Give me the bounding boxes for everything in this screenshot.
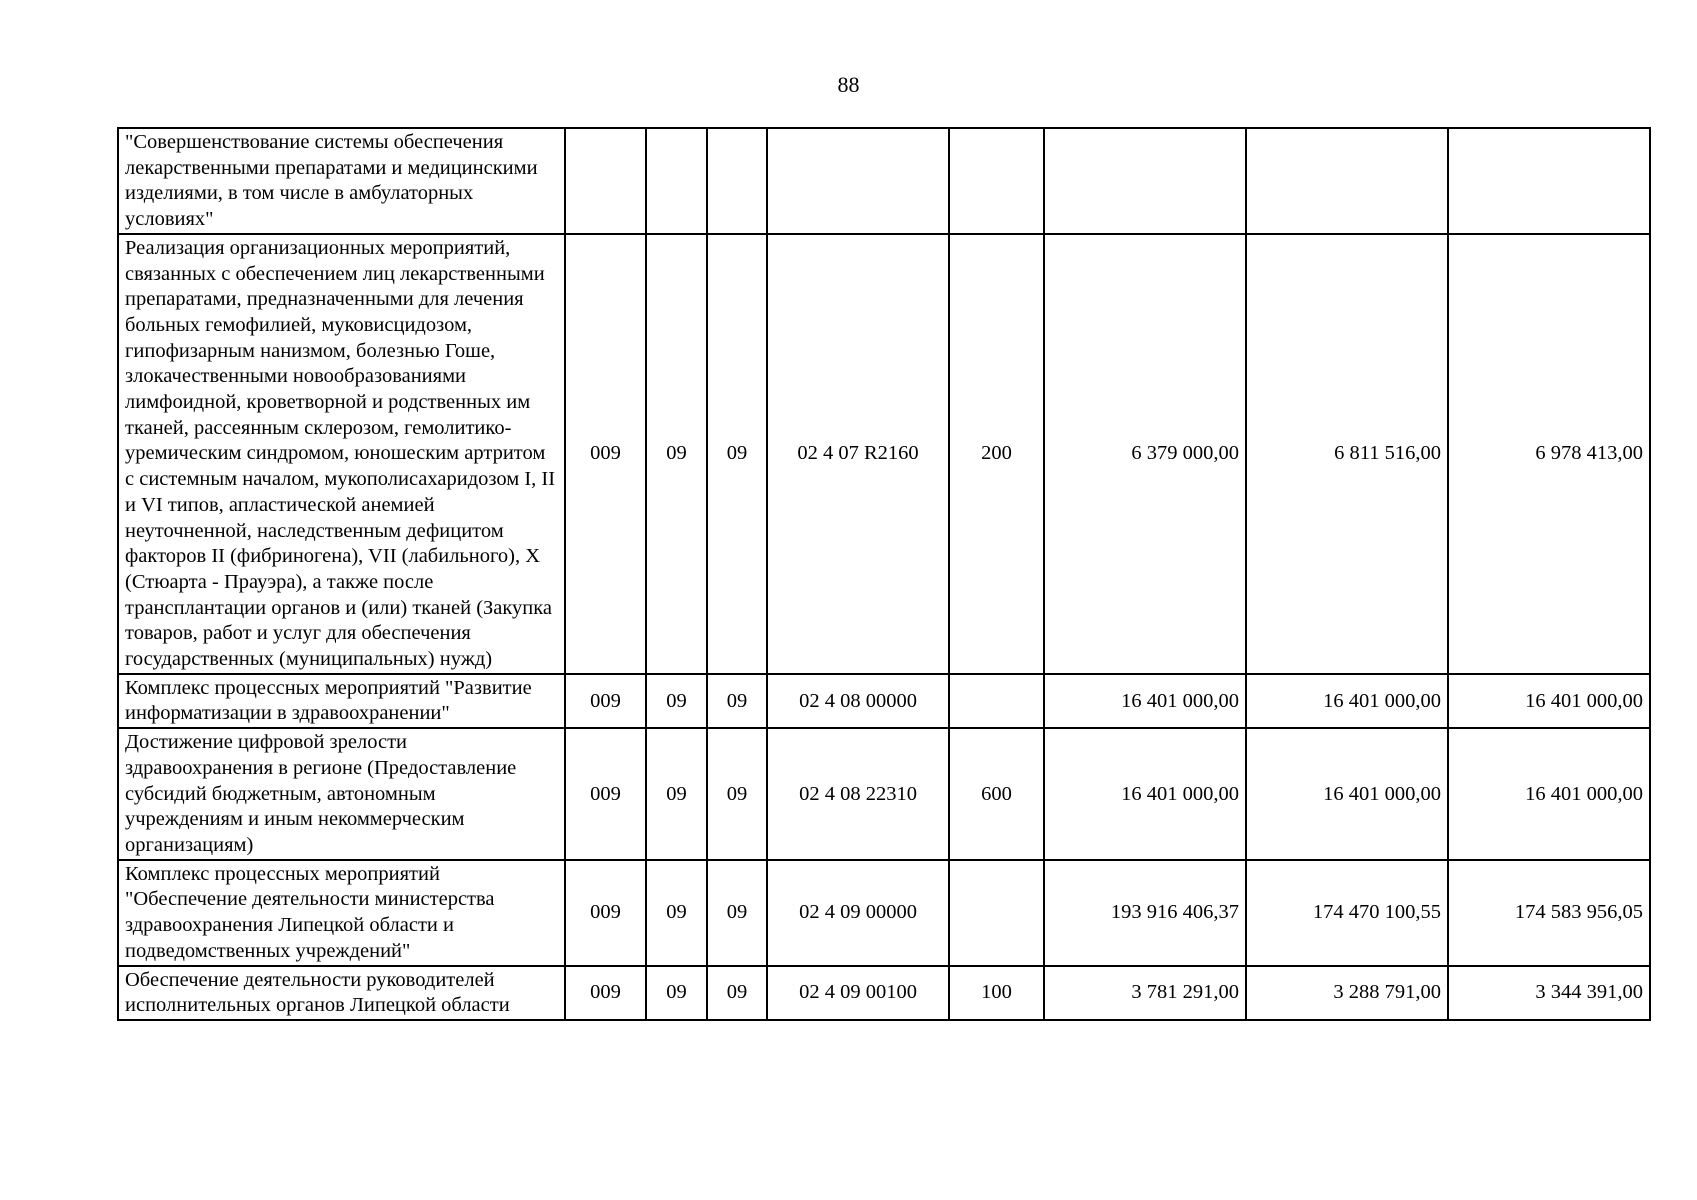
section-code: 09 (646, 674, 707, 728)
amount-year-1: 193 916 406,37 (1044, 860, 1246, 966)
amount-year-3: 16 401 000,00 (1448, 674, 1650, 728)
budget-table (117, 127, 1651, 1021)
amount-year-3 (1448, 128, 1650, 234)
amount-year-2: 16 401 000,00 (1246, 674, 1448, 728)
amount-year-1 (1044, 128, 1246, 234)
table-row (118, 234, 1650, 674)
amount-year-1: 16 401 000,00 (1044, 674, 1246, 728)
table-row (118, 860, 1650, 966)
amount-year-2: 174 470 100,55 (1246, 860, 1448, 966)
subsection-code: 09 (707, 966, 767, 1020)
amount-year-3: 6 978 413,00 (1448, 234, 1650, 674)
section-code: 09 (646, 234, 707, 674)
section-code (646, 128, 707, 234)
expense-type (949, 128, 1044, 234)
row-name: Реализация организационных мероприятий, связанных с обеспечением лиц лекарственными препаратами, предназначенными для лечения больных гемофилией, муковисцидозом, гипофизарным нанизмом, болезнью Гоше, злокачественными новообразованиями лимфоидной, кроветворной и родственных им тканей, рассеянным склерозом, гемолитико-уремическим синдромом, юношеским артритом с системным началом, мукополисахаридозом I, II и VI типов, апластической анемией неуточненной, наследственным дефицитом факторов II (фибриногена), VII (лабильного), X (Стюарта - Прауэра), а также после трансплантации органов и (или) тканей (Закупка товаров, работ и услуг для обеспечения государственных (муниципальных) нужд) (118, 234, 565, 674)
ministry-code: 009 (565, 674, 646, 728)
amount-year-2: 16 401 000,00 (1246, 728, 1448, 860)
subsection-code: 09 (707, 860, 767, 966)
row-name: Достижение цифровой зрелости здравоохранения в регионе (Предоставление субсидий бюджетным, автономным учреждениям и иным некоммерческим организациям) (118, 728, 565, 860)
ministry-code: 009 (565, 728, 646, 860)
target-article: 02 4 08 22310 (767, 728, 949, 860)
row-name: Обеспечение деятельности руководителей исполнительных органов Липецкой области (118, 966, 565, 1020)
page-number: 88 (837, 72, 860, 97)
amount-year-3: 16 401 000,00 (1448, 728, 1650, 860)
amount-year-1: 3 781 291,00 (1044, 966, 1246, 1020)
subsection-code: 09 (707, 234, 767, 674)
table-row (118, 966, 1650, 1020)
expense-type (949, 860, 1044, 966)
subsection-code: 09 (707, 728, 767, 860)
table-row (118, 728, 1650, 860)
section-code: 09 (646, 966, 707, 1020)
target-article: 02 4 07 R2160 (767, 234, 949, 674)
amount-year-2 (1246, 128, 1448, 234)
target-article: 02 4 08 00000 (767, 674, 949, 728)
target-article: 02 4 09 00100 (767, 966, 949, 1020)
expense-type (949, 674, 1044, 728)
ministry-code: 009 (565, 234, 646, 674)
ministry-code: 009 (565, 860, 646, 966)
subsection-code (707, 128, 767, 234)
row-name: Комплекс процессных мероприятий "Развитие информатизации в здравоохранении" (118, 674, 565, 728)
row-name: "Совершенствование системы обеспечения лекарственными препаратами и медицинскими изделиями, в том числе в амбулаторных условиях" (118, 128, 565, 234)
expense-type: 600 (949, 728, 1044, 860)
section-code: 09 (646, 860, 707, 966)
expense-type: 200 (949, 234, 1044, 674)
amount-year-3: 3 344 391,00 (1448, 966, 1650, 1020)
amount-year-3: 174 583 956,05 (1448, 860, 1650, 966)
ministry-code (565, 128, 646, 234)
expense-type: 100 (949, 966, 1044, 1020)
amount-year-1: 16 401 000,00 (1044, 728, 1246, 860)
amount-year-2: 6 811 516,00 (1246, 234, 1448, 674)
amount-year-2: 3 288 791,00 (1246, 966, 1448, 1020)
section-code: 09 (646, 728, 707, 860)
table-row (118, 128, 1650, 234)
subsection-code: 09 (707, 674, 767, 728)
target-article: 02 4 09 00000 (767, 860, 949, 966)
ministry-code: 009 (565, 966, 646, 1020)
target-article (767, 128, 949, 234)
amount-year-1: 6 379 000,00 (1044, 234, 1246, 674)
table-row (118, 674, 1650, 728)
row-name: Комплекс процессных мероприятий "Обеспечение деятельности министерства здравоохранения Липецкой области и подведомственных учреждений" (118, 860, 565, 966)
